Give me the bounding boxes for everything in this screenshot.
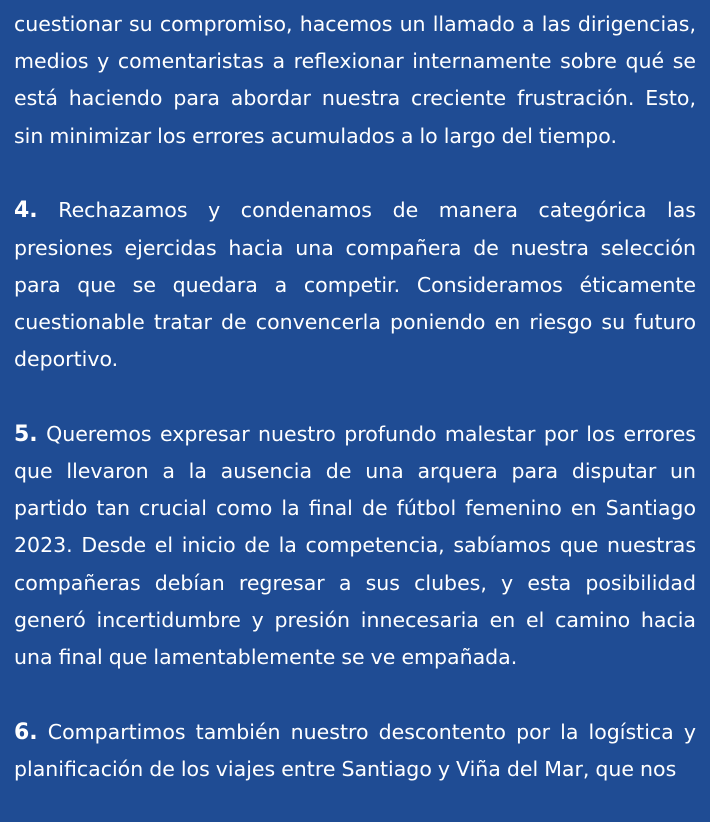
paragraph-text: cuestionar su compromiso, hacemos un llamado a las dirigencias, medios y comentaristas a reflexionar internamente sobre qué se está haciendo para abordar nuestra creciente frustración. Esto, sin minimizar los errores acumulados a lo largo del tiempo.	[14, 12, 696, 148]
paragraph-text: Compartimos también nuestro descontento por la logística y planificación de los viajes entre Santiago y Viña del Mar, que nos	[14, 719, 696, 781]
paragraph-4	[14, 192, 696, 378]
paragraph-number: 5.	[14, 421, 38, 447]
paragraph-5	[14, 416, 696, 676]
paragraph-number: 4.	[14, 198, 38, 224]
paragraph-number: 6.	[14, 719, 38, 745]
paragraph-text: Queremos expresar nuestro profundo malestar por los errores que llevaron a la ausencia de una arquera para disputar un partido tan crucial como la final de fútbol femenino en Santiago 2023. Desde el inicio de la competencia, sabíamos que nuestras compañeras debían regresar a sus clubes, y esta posibilidad generó incertidumbre y presión innecesaria en el camino hacia una final que lamentablemente se ve empañada.	[14, 421, 696, 670]
paragraph-text: Rechazamos y condenamos de manera categórica las presiones ejercidas hacia una compañera de nuestra selección para que se quedara a competir. Consideramos éticamente cuestionable tratar de convencerla poniendo en riesgo su futuro deportivo.	[14, 198, 696, 372]
paragraph-3-continuation	[14, 6, 696, 155]
paragraph-6	[14, 714, 696, 788]
